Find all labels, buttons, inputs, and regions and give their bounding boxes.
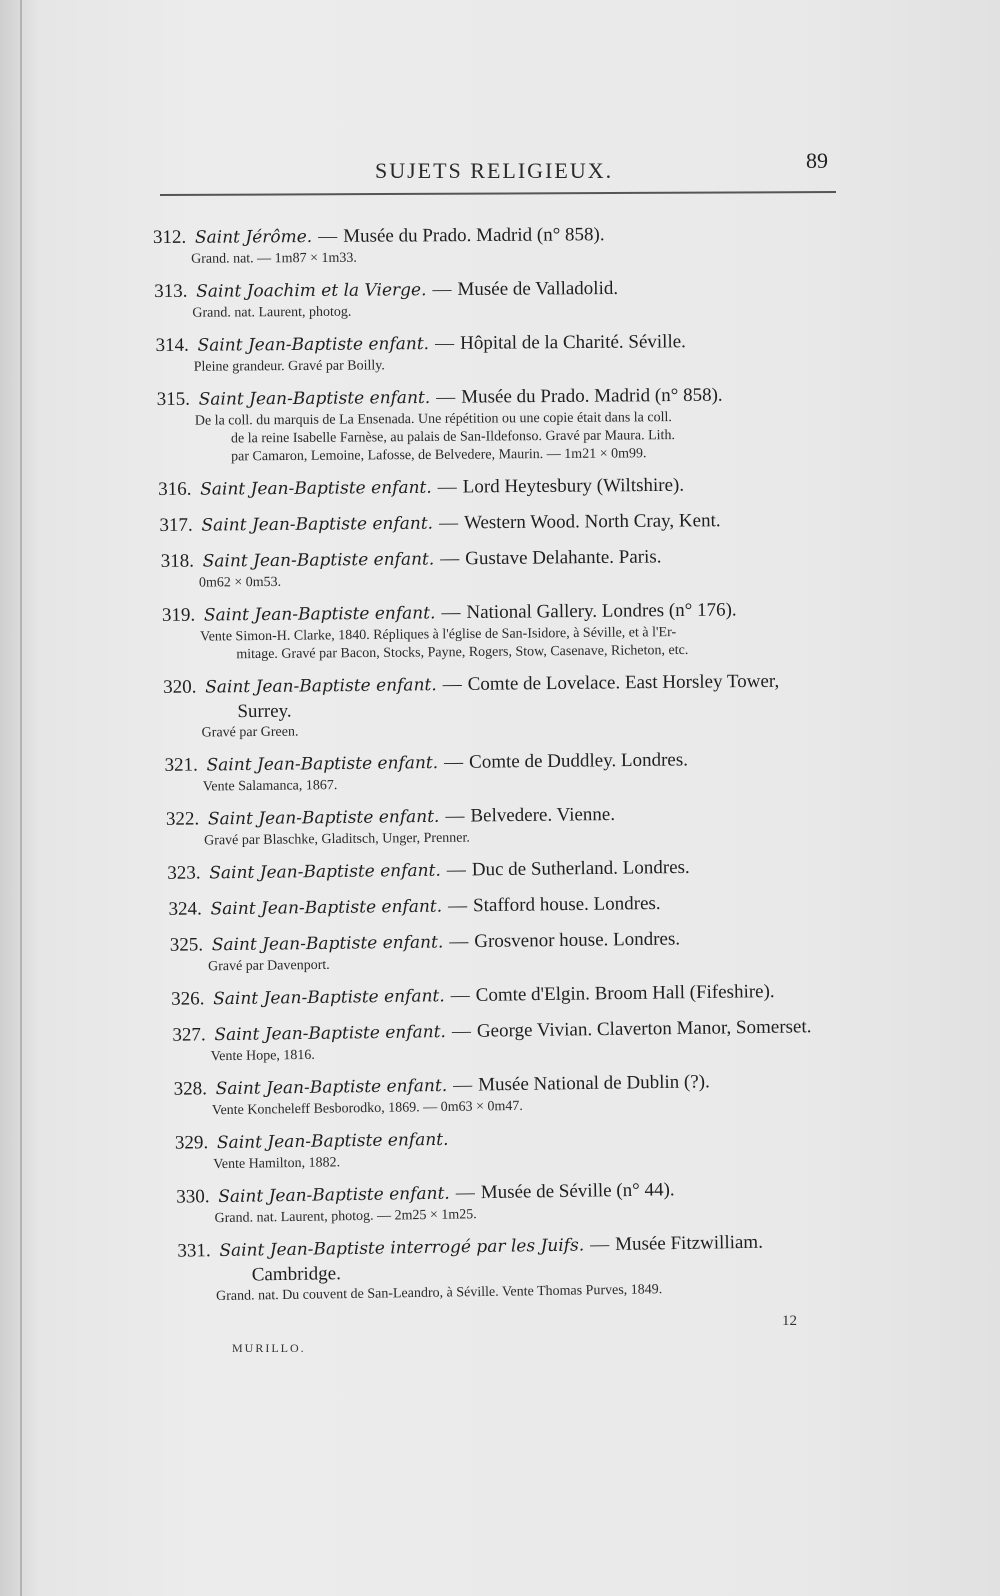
catalogue-entry (175, 1121, 876, 1175)
entry-work-title: Saint Jean-Baptiste enfant. (218, 1183, 450, 1208)
catalogue-entry (168, 889, 868, 923)
entry-separator: — (318, 225, 338, 247)
entry-number: 326. (171, 988, 205, 1010)
entry-work-title: Saint Joachim et la Vierge. (196, 280, 427, 302)
entry-number: 314. (155, 334, 189, 356)
entry-note: de la reine Isabelle Farnèse, au palais de San-Ildefonso. Gravé par Maura. Lith. (230, 428, 675, 447)
entry-note: 0m62 × 0m53. (198, 574, 282, 591)
entry-number: 312. (152, 226, 187, 248)
entry-separator: — (445, 805, 465, 827)
entry-line (159, 507, 859, 539)
entry-location: National Gallery. Londres (n° 176). (466, 599, 737, 624)
entry-note: Vente Salamanca, 1867. (202, 778, 338, 795)
entry-separator: — (434, 332, 455, 355)
entry-separator: — (441, 602, 461, 624)
entry-number: 322. (165, 808, 200, 830)
catalogue-entry (173, 1067, 874, 1121)
entry-number: 323. (167, 862, 201, 884)
entry-separator: — (451, 1020, 472, 1043)
entry-note: par Camaron, Lemoine, Lafosse, de Belvedere, Maurin. — 1m21 × 0m99. (231, 446, 647, 465)
entry-note: Grand. nat. — 1m87 × 1m33. (191, 250, 357, 267)
entry-number: 330. (176, 1186, 210, 1208)
entry-separator: — (444, 751, 464, 773)
entry-note: Gravé par Davenport. (207, 957, 330, 975)
entry-separator: — (446, 859, 466, 881)
entry-note: Grand. nat. Laurent, photog. — 2m25 × 1m25. (214, 1207, 477, 1227)
catalogue-entry (158, 471, 858, 503)
entry-separator: — (438, 512, 459, 534)
entry-number: 327. (172, 1024, 206, 1046)
entry-separator: — (589, 1234, 610, 1256)
entry-work-title: Saint Jean-Baptiste enfant. (215, 1075, 448, 1100)
entry-separator: — (449, 931, 469, 953)
entry-number: 324. (168, 898, 202, 920)
entry-number: 325. (169, 934, 204, 956)
entry-separator: — (455, 1182, 475, 1204)
entry-work-title: Saint Jean-Baptiste enfant. (202, 549, 435, 572)
entry-note: Vente Hamilton, 1882. (213, 1155, 341, 1173)
entry-number: 319. (161, 604, 196, 626)
entry-work-title: Saint Jean-Baptiste enfant. (210, 896, 443, 920)
entry-work-title: Saint Jean-Baptiste enfant. (205, 675, 437, 698)
entry-work-title: Saint Jérôme. (194, 227, 313, 248)
entry-number: 313. (154, 280, 188, 302)
entry-work-title: Saint Jean-Baptiste enfant. (200, 477, 432, 500)
entry-separator: — (436, 386, 456, 408)
sheet-number: 12 (782, 1313, 797, 1329)
entry-location-continuation: Surrey. (237, 700, 292, 723)
entry-location: Comte de Duddley. Londres. (469, 749, 689, 773)
entry-work-title: Saint Jean-Baptiste enfant. (201, 513, 434, 536)
entry-work-title: Saint Jean-Baptiste enfant. (207, 806, 440, 830)
catalogue-entry (157, 382, 858, 467)
entry-location: George Vivian. Claverton Manor, Somerset. (476, 1016, 812, 1042)
entry-separator: — (432, 279, 452, 301)
page-number: 89 (806, 148, 828, 173)
catalogue-entry (177, 1228, 878, 1307)
entry-work-title: Saint Jean-Baptiste enfant. (206, 753, 439, 776)
catalogue-entry (162, 596, 863, 665)
entry-separator: — (453, 1074, 473, 1096)
entry-number: 316. (158, 478, 192, 500)
entry-note: Pleine grandeur. Gravé par Boilly. (193, 358, 385, 375)
entry-note: mitage. Gravé par Bacon, Stocks, Payne, Rogers, Stow, Casenave, Richeton, etc. (236, 642, 689, 663)
entry-location: Hôpital de la Charité. Séville. (459, 331, 686, 354)
entry-location: Musée National de Dublin (?). (478, 1071, 710, 1096)
entry-line (168, 889, 868, 923)
entry-number: 328. (173, 1078, 208, 1100)
entry-note: Vente Simon-H. Clarke, 1840. Répliques à l'église de San-Isidore, à Séville, et à l'Er- (200, 625, 677, 645)
entry-location: Comte d'Elgin. Broom Hall (Fifeshire). (475, 981, 775, 1006)
entry-number: 320. (163, 676, 197, 698)
entry-note: Gravé par Green. (201, 724, 299, 741)
catalogue-entry (167, 853, 867, 887)
entry-location: Western Wood. North Cray, Kent. (463, 510, 721, 534)
entry-number: 318. (160, 550, 195, 572)
entry-location: Musée de Séville (n° 44). (480, 1179, 675, 1204)
entry-location: Lord Heytesbury (Wiltshire). (462, 474, 685, 498)
header-rule (160, 191, 836, 196)
entry-note: De la coll. du marquis de La Ensenada. Une répétition ou une copie était dans la coll. (194, 410, 672, 429)
catalogue-entry (155, 328, 855, 377)
entry-number: 321. (164, 754, 198, 776)
catalogue-entry (164, 746, 864, 797)
catalogue-entry (172, 1013, 873, 1066)
entry-work-title: Saint Jean-Baptiste enfant. (198, 387, 431, 410)
entry-number: 317. (159, 514, 193, 536)
entry-separator: — (437, 476, 457, 498)
entry-separator: — (440, 548, 460, 570)
entry-location: Gustave Delahante. Paris. (465, 546, 662, 570)
entry-work-title: Saint Jean-Baptiste enfant. (209, 860, 441, 884)
catalogue-entry (154, 274, 854, 323)
entry-location-continuation: Cambridge. (251, 1263, 342, 1286)
catalogue-entry (166, 799, 866, 851)
catalogue-entry (161, 543, 861, 593)
entry-location: Comte de Lovelace. East Horsley Tower, (467, 670, 780, 695)
page-footer (232, 1304, 812, 1374)
catalogue-entry (170, 924, 870, 977)
catalogue-entry (171, 978, 871, 1013)
running-title: SUJETS RELIGIEUX. (375, 158, 614, 183)
entry-work-title: Saint Jean-Baptiste interrogé par les Juifs. (219, 1235, 585, 1261)
catalogue-entry (176, 1174, 877, 1228)
entry-number: 331. (177, 1240, 211, 1262)
entry-location: Musée du Prado. Madrid (n° 858). (343, 224, 605, 247)
entry-line (158, 471, 858, 503)
entry-number: 329. (174, 1132, 209, 1154)
entry-separator: — (442, 673, 462, 696)
entry-work-title: Saint Jean-Baptiste enfant. (216, 1129, 449, 1154)
catalogue-entry (153, 221, 853, 269)
entry-location: Musée Fitzwilliam. (614, 1231, 764, 1255)
entry-note: Vente Hope, 1816. (210, 1047, 315, 1065)
catalogue-entry (159, 507, 859, 539)
entry-work-title: Saint Jean-Baptiste enfant. (211, 932, 444, 956)
entry-note: Vente Koncheleff Besborodko, 1869. — 0m63 × 0m47. (211, 1098, 523, 1119)
signature-mark: MURILLO. (232, 1341, 306, 1355)
entry-work-title: Saint Jean-Baptiste enfant. (213, 986, 445, 1010)
catalogue-entries (153, 225, 853, 1317)
entry-line (171, 978, 871, 1013)
page-header (160, 148, 840, 208)
entry-location: Duc de Sutherland. Londres. (471, 856, 690, 881)
binding-shadow (20, 0, 22, 1596)
entry-note: Grand. nat. Du couvent de San-Leandro, à Séville. Vente Thomas Purves, 1849. (215, 1282, 663, 1305)
entry-separator: — (447, 895, 468, 917)
entry-location: Grosvenor house. Londres. (474, 928, 681, 953)
entry-location: Belvedere. Vienne. (470, 803, 616, 827)
entry-location: Musée de Valladolid. (457, 277, 619, 300)
entry-note: Grand. nat. Laurent, photog. (192, 304, 352, 321)
entry-location: Stafford house. Londres. (472, 892, 661, 917)
catalogue-entry (163, 668, 864, 743)
entry-work-title: Saint Jean-Baptiste enfant. (203, 603, 436, 626)
entry-work-title: Saint Jean-Baptiste enfant. (214, 1022, 447, 1046)
entry-location: Musée du Prado. Madrid (n° 858). (461, 384, 723, 408)
entry-separator: — (450, 984, 470, 1007)
entry-note: Gravé par Blaschke, Gladitsch, Unger, Prenner. (204, 830, 470, 849)
entry-work-title: Saint Jean-Baptiste enfant. (197, 334, 430, 356)
entry-number: 315. (156, 388, 191, 410)
entry-line (167, 853, 867, 887)
